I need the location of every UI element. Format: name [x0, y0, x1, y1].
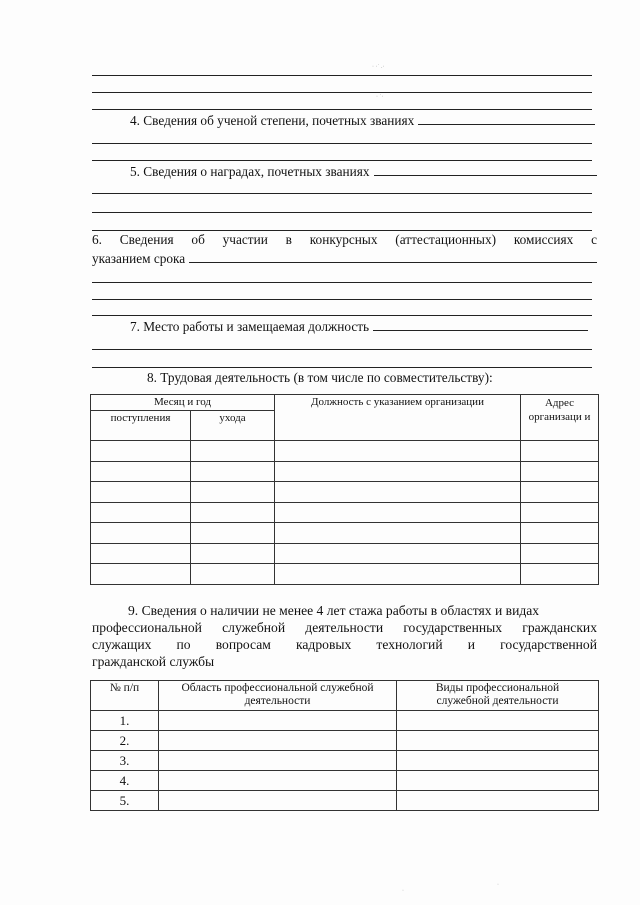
section-7-label: 7. Место работы и замещаемая должность: [130, 319, 370, 334]
cell[interactable]: [275, 441, 521, 462]
cell[interactable]: [191, 482, 275, 503]
table-row: [91, 751, 599, 771]
cell[interactable]: [159, 771, 397, 791]
header-address: Адрес организаци и: [521, 395, 599, 441]
cell[interactable]: [191, 461, 275, 482]
header-start: поступления: [91, 411, 191, 441]
cell[interactable]: [159, 731, 397, 751]
experience-table: [90, 680, 599, 811]
section-6-label: указанием срока: [92, 251, 186, 266]
fill-line[interactable]: [92, 193, 592, 194]
cell[interactable]: [397, 791, 599, 811]
cell[interactable]: [521, 441, 599, 462]
table-row: [91, 791, 599, 811]
fill-line[interactable]: [92, 299, 592, 300]
table-row: [91, 441, 599, 462]
fill-line[interactable]: [92, 230, 592, 231]
cell[interactable]: [521, 543, 599, 564]
header-position: Должность с указанием организации: [275, 395, 521, 441]
section-8-title: 8. Трудовая деятельность (в том числе по совместительству):: [147, 370, 493, 385]
fill-line[interactable]: [92, 92, 592, 93]
cell[interactable]: [91, 543, 191, 564]
cell[interactable]: [521, 523, 599, 544]
cell[interactable]: [91, 441, 191, 462]
cell[interactable]: [91, 564, 191, 585]
scan-speck: · ˙·: [376, 94, 384, 100]
cell[interactable]: [91, 461, 191, 482]
cell[interactable]: [159, 711, 397, 731]
cell[interactable]: [191, 523, 275, 544]
cell[interactable]: [397, 711, 599, 731]
table-row: [91, 461, 599, 482]
fill-line[interactable]: [92, 160, 592, 161]
cell[interactable]: [521, 564, 599, 585]
table-row: [91, 564, 599, 585]
section-6-line1: 6. Сведения об участии в конкурсных (аттестационных) комиссиях с: [92, 232, 597, 247]
section-4-row: [130, 112, 595, 129]
cell[interactable]: [275, 523, 521, 544]
scan-speck: ·: [402, 888, 404, 894]
cell[interactable]: [191, 564, 275, 585]
row-number: 5.: [91, 791, 159, 811]
section-9-line1: 9. Сведения о наличии не менее 4 лет стажа работы в областях и видах: [128, 603, 540, 618]
table-row: [91, 543, 599, 564]
row-number: 2.: [91, 731, 159, 751]
header-kinds: Виды профессиональной служебной деятельности: [397, 681, 599, 711]
cell[interactable]: [275, 564, 521, 585]
row-number: 4.: [91, 771, 159, 791]
fill-line[interactable]: [92, 109, 592, 110]
section-7-field[interactable]: [373, 318, 588, 331]
cell[interactable]: [191, 441, 275, 462]
section-9-line2: профессиональной служебной деятельности государственных гражданских: [92, 620, 597, 635]
fill-line[interactable]: [92, 282, 592, 283]
fill-line[interactable]: [92, 75, 592, 76]
cell[interactable]: [159, 791, 397, 811]
section-5-row: [130, 163, 597, 180]
section-4-label: 4. Сведения об ученой степени, почетных званиях: [130, 113, 415, 128]
section-7-row: [130, 318, 588, 335]
cell[interactable]: [397, 771, 599, 791]
table-row: [91, 502, 599, 523]
cell[interactable]: [275, 543, 521, 564]
fill-line[interactable]: [92, 367, 592, 368]
cell[interactable]: [397, 751, 599, 771]
section-5-field[interactable]: [374, 163, 598, 176]
cell[interactable]: [521, 482, 599, 503]
cell[interactable]: [275, 461, 521, 482]
fill-line[interactable]: [92, 212, 592, 213]
table-row: [91, 523, 599, 544]
section-4-field[interactable]: [418, 112, 595, 125]
cell[interactable]: [91, 502, 191, 523]
section-9-line4: гражданской службы: [92, 654, 215, 669]
cell[interactable]: [91, 482, 191, 503]
header-end: ухода: [191, 411, 275, 441]
row-number: 3.: [91, 751, 159, 771]
section-6-row: [92, 250, 597, 267]
table-row: [91, 731, 599, 751]
section-6-field[interactable]: [189, 250, 597, 263]
header-num: № п/п: [91, 681, 159, 711]
table-row: [91, 482, 599, 503]
row-number: 1.: [91, 711, 159, 731]
cell[interactable]: [275, 502, 521, 523]
fill-line[interactable]: [92, 143, 592, 144]
scan-speck: · ·˙ .·: [372, 64, 385, 70]
cell[interactable]: [397, 731, 599, 751]
cell[interactable]: [191, 543, 275, 564]
fill-line[interactable]: [92, 349, 592, 350]
work-history-table: [90, 394, 599, 585]
header-area: Область профессиональной служебной деятельности: [159, 681, 397, 711]
fill-line[interactable]: [92, 315, 592, 316]
header-month-year: Месяц и год: [91, 395, 275, 411]
table-row: [91, 711, 599, 731]
cell[interactable]: [521, 502, 599, 523]
cell[interactable]: [275, 482, 521, 503]
cell[interactable]: [91, 523, 191, 544]
cell[interactable]: [159, 751, 397, 771]
scan-speck: ·: [497, 882, 499, 888]
table-row: [91, 771, 599, 791]
section-9-line3: служащих по вопросам кадровых технологий и государственной: [92, 637, 597, 652]
cell[interactable]: [521, 461, 599, 482]
cell[interactable]: [191, 502, 275, 523]
section-5-label: 5. Сведения о наградах, почетных званиях: [130, 164, 370, 179]
